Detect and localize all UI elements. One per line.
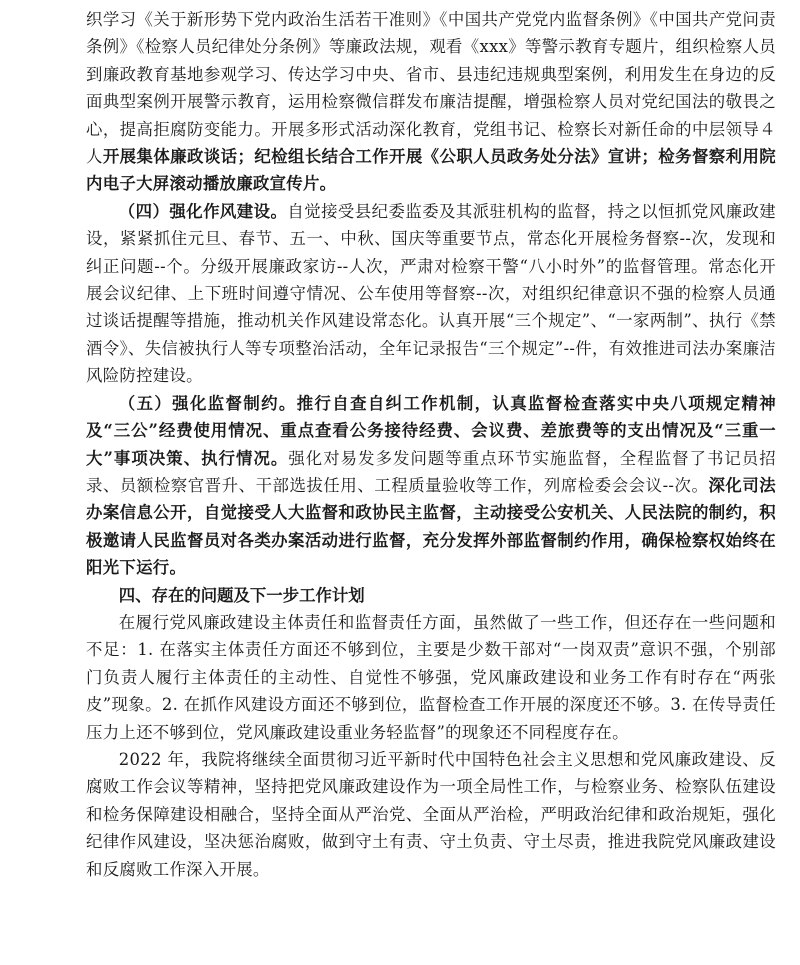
paragraph-plan-2022 (86, 746, 776, 883)
paragraph-text: 强化对易发多发问题等重点环节实施监督，全程监督了书记员招录、员额检察官晋升、干部选拔任用、工程质量验收等工作，列席检委会会议--次。 (86, 448, 776, 495)
paragraph-supervision (86, 390, 776, 582)
paragraph-education (86, 6, 776, 198)
paragraph-problems (86, 609, 776, 746)
paragraph-text: 织学习《关于新形势下党内政治生活若干准则》《中国共产党党内监督条例》《中国共产党问责条例》《检察人员纪律处分条例》等廉政法规，观看《xxx》等警示教育专题片，组织检察人员到廉政教育基地参观学习、传达学习中央、省市、县违纪违规典型案例，利用发生在身边的反面典型案例开展警示教育，运用检察微信群发布廉洁提醒，增强检察人员对党纪国法的敬畏之心，提高拒腐防变能力。开展多形式活动深化教育，党组书记、检察长对新任命的中层领导４人 (86, 10, 776, 167)
paragraph-text: 2022 年，我院将继续全面贯彻习近平新时代中国特色社会主义思想和党风廉政建设、反腐败工作会议等精神，坚持把党风廉政建设作为一项全局性工作，与检察业务、检察队伍建设和检务保障建设相融合，坚持全面从严治党、全面从严治检，严明政治纪律和政治规矩，强化纪律作风建设，坚决惩治腐败，做到守土有责、守土负责、守土尽责，推进我院党风廉政建设和反腐败工作深入开展。 (86, 749, 776, 879)
section-heading-4: （四）强化作风建设。 (118, 201, 288, 221)
paragraph-text: 自觉接受县纪委监委及其派驻机构的监督，持之以恒抓党风廉政建设，紧紧抓住元旦、春节、五一、中秋、国庆等重要节点，常态化开展检务督察--次，发现和纠正问题--个。分级开展廉政家访--人次，严肃对检察干警“八小时外”的监督管理。常态化开展会议纪律、上下班时间遵守情况、公车使用等督察--次，对组织纪律意识不强的检察人员通过谈话提醒等措施，推动机关作风建设常态化。认真开展“三个规定”、“一家两制”、执行《禁酒令》、失信被执行人等专项整治活动，全年记录报告“三个规定”--件，有效推进司法办案廉洁风险防控建设。 (86, 201, 777, 386)
chapter-heading-problems-plan: 四、存在的问题及下一步工作计划 (118, 585, 365, 605)
paragraph-style-building (86, 198, 776, 390)
paragraph-text: 在履行党风廉政建设主体责任和监督责任方面，虽然做了一些工作，但还存在一些问题和不足：1. 在落实主体责任方面还不够到位，主要是少数干部对“一岗双责”意识不强，个别部门负责人履行主体责任的主动性、自觉性不够强，党风廉政建设和业务工作有时存在“两张皮”现象。2. 在抓作风建设方面还不够到位，监督检查工作开展的深度还不够。3. 在传导责任压力上还不够到位，党风廉政建设重业务轻监督”的现象还不同程度存在。 (86, 612, 776, 742)
paragraph-bold-text: 推行自查自纠工作机制，认真监督检查落实中央八项规定精神及“三公”经费使用情况、重点查看公务接待经费、会议费、差旅费等的支出情况及“三重一大”事项决策、执行情况。 (86, 393, 776, 468)
paragraph-bold-text: 深化司法办案信息公开，自觉接受人大监督和政协民主监督，主动接受公安机关、人民法院的制约，积极邀请人民监督员对各类办案活动进行监督，充分发挥外部监督制约作用，确保检察权始终在阳光下运行。 (86, 475, 777, 578)
document-body (86, 6, 776, 883)
section-heading-5: （五）强化监督制约。 (118, 393, 297, 413)
paragraph-bold-text: 开展集体廉政谈话；纪检组长结合工作开展《公职人员政务处分法》宣讲；检务督察利用院内电子大屏滚动播放廉政宣传片。 (86, 147, 776, 194)
